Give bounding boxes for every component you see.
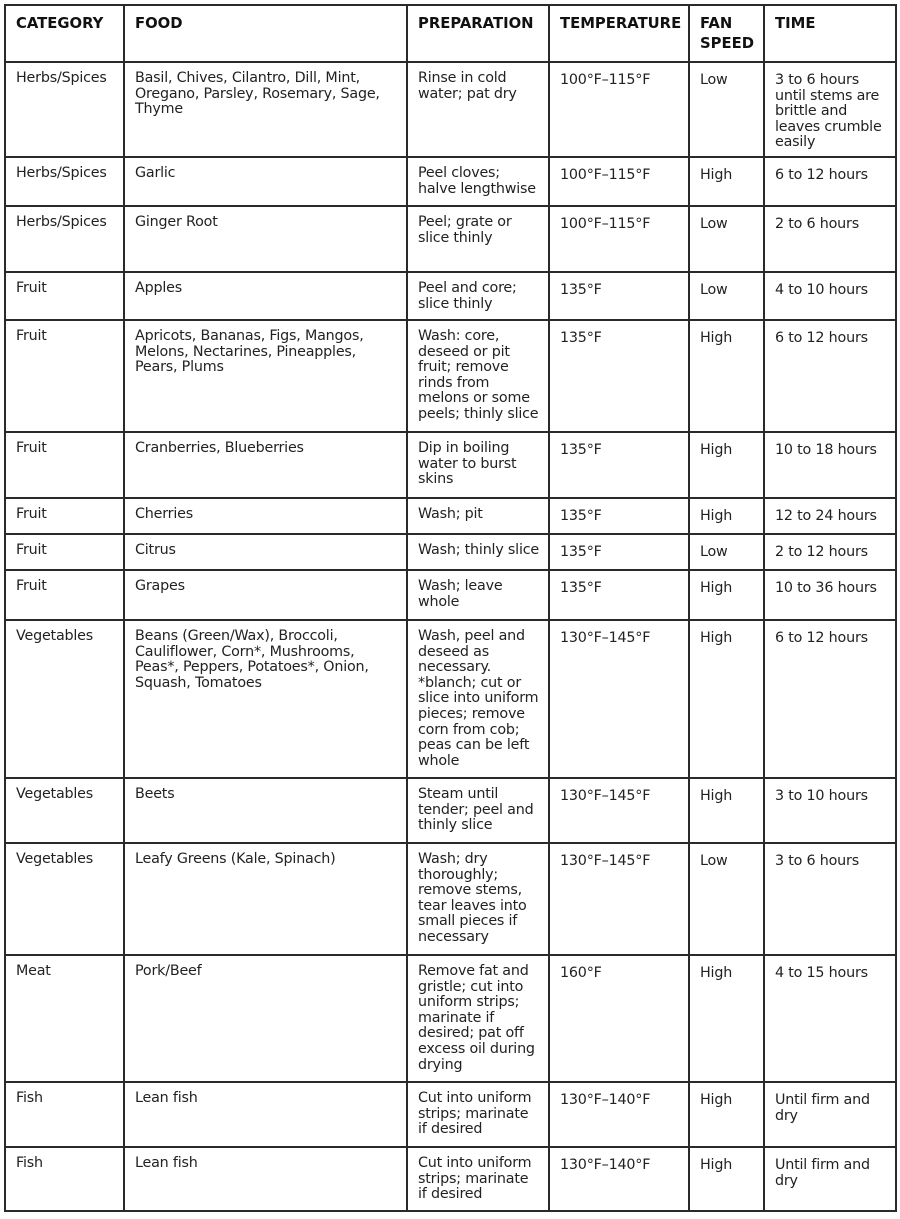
table-row [5, 62, 896, 157]
table-header [5, 5, 896, 62]
cell-category: Fruit [5, 272, 124, 320]
header-food: FOOD [124, 5, 407, 62]
cell-food: Ginger Root [124, 206, 407, 272]
cell-preparation: Steam until tender; peel and thinly slice [407, 778, 549, 843]
cell-time: 2 to 12 hours [764, 534, 896, 570]
cell-time: 6 to 12 hours [764, 620, 896, 778]
cell-temperature: 135°F [549, 570, 689, 620]
header-time: TIME [764, 5, 896, 62]
table-row [5, 320, 896, 432]
cell-food: Grapes [124, 570, 407, 620]
cell-food: Pork/Beef [124, 955, 407, 1082]
cell-preparation: Wash: core, deseed or pit fruit; remove rinds from melons or some peels; thinly slice [407, 320, 549, 432]
cell-time: 3 to 6 hours until stems are brittle and leaves crumble easily [764, 62, 896, 157]
cell-category: Herbs/Spices [5, 206, 124, 272]
cell-category: Fruit [5, 498, 124, 534]
cell-temperature: 160°F [549, 955, 689, 1082]
cell-fan-speed: High [689, 157, 764, 206]
cell-time: 10 to 36 hours [764, 570, 896, 620]
table-row [5, 1082, 896, 1147]
table-row [5, 778, 896, 843]
cell-time: 12 to 24 hours [764, 498, 896, 534]
cell-food: Garlic [124, 157, 407, 206]
cell-temperature: 130°F–145°F [549, 843, 689, 955]
header-row [5, 5, 896, 62]
cell-category: Fruit [5, 534, 124, 570]
cell-preparation: Cut into uniform strips; marinate if desired [407, 1147, 549, 1211]
cell-fan-speed: Low [689, 206, 764, 272]
cell-time: 3 to 6 hours [764, 843, 896, 955]
cell-preparation: Peel cloves; halve lengthwise [407, 157, 549, 206]
cell-temperature: 135°F [549, 432, 689, 498]
cell-temperature: 130°F–145°F [549, 620, 689, 778]
cell-temperature: 130°F–140°F [549, 1082, 689, 1147]
table-row [5, 272, 896, 320]
table-row [5, 157, 896, 206]
cell-temperature: 135°F [549, 320, 689, 432]
cell-fan-speed: High [689, 955, 764, 1082]
table-row [5, 206, 896, 272]
cell-time: Until firm and dry [764, 1147, 896, 1211]
cell-temperature: 135°F [549, 272, 689, 320]
cell-food: Leafy Greens (Kale, Spinach) [124, 843, 407, 955]
cell-fan-speed: Low [689, 62, 764, 157]
table-body [5, 62, 896, 1211]
cell-time: 3 to 10 hours [764, 778, 896, 843]
cell-time: 4 to 10 hours [764, 272, 896, 320]
table-row [5, 570, 896, 620]
cell-fan-speed: Low [689, 272, 764, 320]
cell-category: Fruit [5, 570, 124, 620]
cell-time: 10 to 18 hours [764, 432, 896, 498]
cell-time: 6 to 12 hours [764, 157, 896, 206]
drying-guide-table [4, 4, 897, 1212]
cell-category: Fish [5, 1147, 124, 1211]
cell-fan-speed: High [689, 498, 764, 534]
cell-time: 2 to 6 hours [764, 206, 896, 272]
cell-temperature: 130°F–145°F [549, 778, 689, 843]
cell-preparation: Rinse in cold water; pat dry [407, 62, 549, 157]
header-fan-speed: FAN SPEED [689, 5, 764, 62]
cell-fan-speed: High [689, 570, 764, 620]
header-preparation: PREPARATION [407, 5, 549, 62]
cell-food: Citrus [124, 534, 407, 570]
cell-preparation: Wash; dry thoroughly; remove stems, tear leaves into small pieces if necessary [407, 843, 549, 955]
cell-category: Vegetables [5, 843, 124, 955]
cell-preparation: Remove fat and gristle; cut into uniform strips; marinate if desired; pat off excess oil during drying [407, 955, 549, 1082]
cell-fan-speed: High [689, 1082, 764, 1147]
table-row [5, 534, 896, 570]
cell-preparation: Wash, peel and deseed as necessary. *blanch; cut or slice into uniform pieces; remove corn from cob; peas can be left whole [407, 620, 549, 778]
cell-time: 6 to 12 hours [764, 320, 896, 432]
cell-food: Apricots, Bananas, Figs, Mangos, Melons, Nectarines, Pineapples, Pears, Plums [124, 320, 407, 432]
cell-fan-speed: Low [689, 843, 764, 955]
cell-food: Cherries [124, 498, 407, 534]
cell-fan-speed: High [689, 778, 764, 843]
cell-category: Vegetables [5, 620, 124, 778]
cell-preparation: Wash; pit [407, 498, 549, 534]
table-row [5, 620, 896, 778]
cell-category: Fruit [5, 432, 124, 498]
cell-category: Fish [5, 1082, 124, 1147]
header-category: CATEGORY [5, 5, 124, 62]
cell-fan-speed: High [689, 432, 764, 498]
cell-food: Beets [124, 778, 407, 843]
cell-food: Lean fish [124, 1147, 407, 1211]
cell-preparation: Wash; thinly slice [407, 534, 549, 570]
table-row [5, 432, 896, 498]
table-row [5, 498, 896, 534]
cell-preparation: Peel; grate or slice thinly [407, 206, 549, 272]
cell-preparation: Peel and core; slice thinly [407, 272, 549, 320]
cell-fan-speed: High [689, 320, 764, 432]
header-temperature: TEMPERATURE [549, 5, 689, 62]
cell-temperature: 135°F [549, 498, 689, 534]
cell-food: Beans (Green/Wax), Broccoli, Cauliflower, Corn*, Mushrooms, Peas*, Peppers, Potatoes*, Onion, Squash, Tomatoes [124, 620, 407, 778]
cell-temperature: 100°F–115°F [549, 62, 689, 157]
cell-preparation: Cut into uniform strips; marinate if desired [407, 1082, 549, 1147]
cell-temperature: 100°F–115°F [549, 157, 689, 206]
cell-category: Vegetables [5, 778, 124, 843]
cell-temperature: 100°F–115°F [549, 206, 689, 272]
cell-fan-speed: Low [689, 534, 764, 570]
table-row [5, 955, 896, 1082]
cell-preparation: Wash; leave whole [407, 570, 549, 620]
cell-fan-speed: High [689, 1147, 764, 1211]
cell-temperature: 135°F [549, 534, 689, 570]
cell-food: Lean fish [124, 1082, 407, 1147]
cell-time: 4 to 15 hours [764, 955, 896, 1082]
table-row [5, 1147, 896, 1211]
cell-temperature: 130°F–140°F [549, 1147, 689, 1211]
cell-fan-speed: High [689, 620, 764, 778]
cell-food: Basil, Chives, Cilantro, Dill, Mint, Oregano, Parsley, Rosemary, Sage, Thyme [124, 62, 407, 157]
cell-time: Until firm and dry [764, 1082, 896, 1147]
cell-category: Herbs/Spices [5, 157, 124, 206]
cell-preparation: Dip in boiling water to burst skins [407, 432, 549, 498]
table-row [5, 843, 896, 955]
cell-category: Meat [5, 955, 124, 1082]
cell-category: Herbs/Spices [5, 62, 124, 157]
cell-category: Fruit [5, 320, 124, 432]
cell-food: Cranberries, Blueberries [124, 432, 407, 498]
cell-food: Apples [124, 272, 407, 320]
